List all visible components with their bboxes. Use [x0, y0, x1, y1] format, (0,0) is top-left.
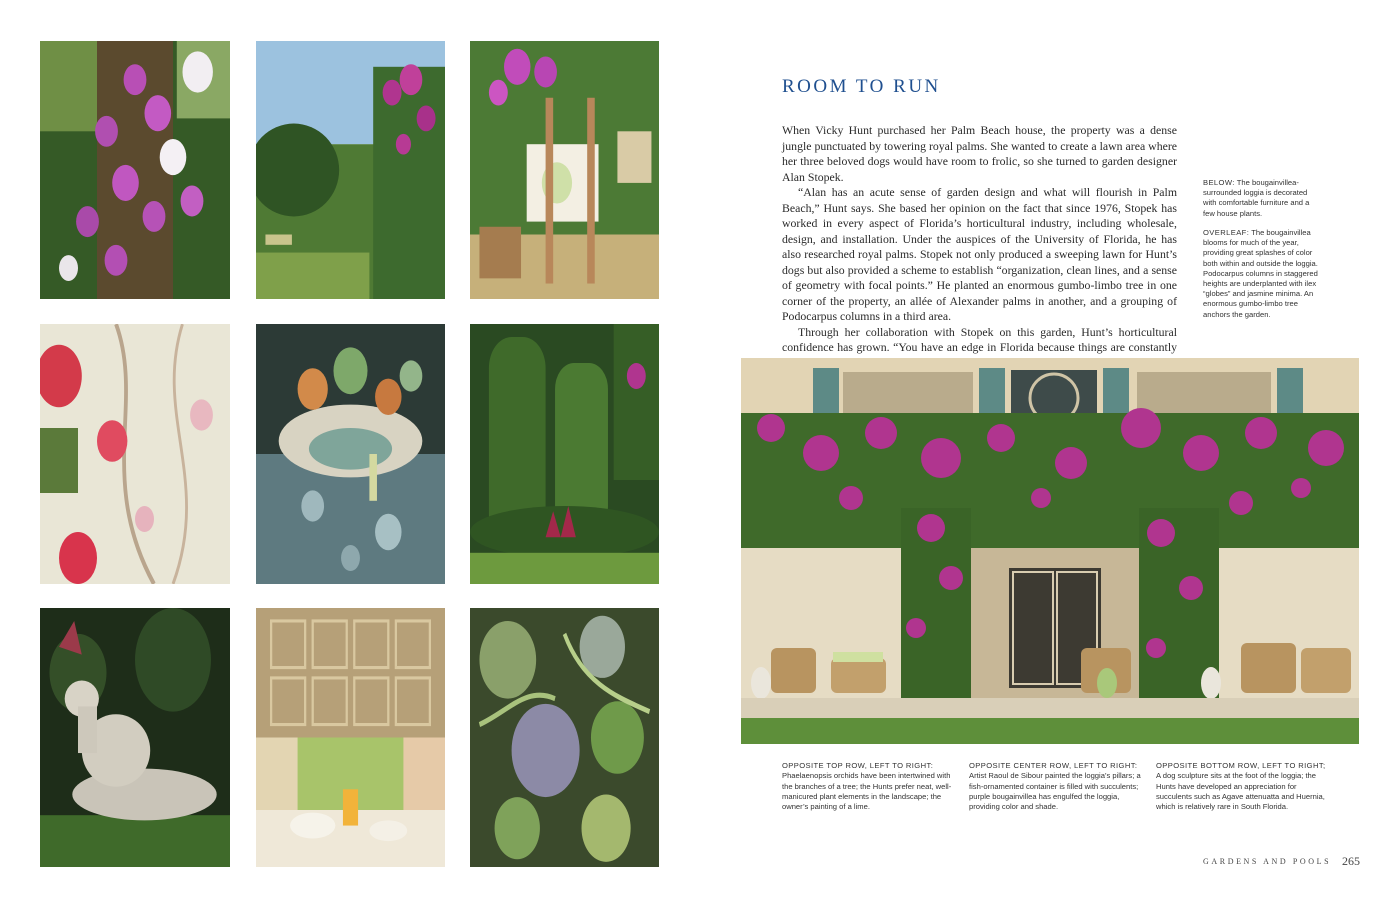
article-body: [782, 123, 1177, 371]
running-footer-section: GARDENS AND POOLS: [1203, 857, 1332, 866]
paragraph-1: When Vicky Hunt purchased her Palm Beach house, the property was a dense jungle punctuated by towering royal palms. She wanted to create a lawn area where her three beloved dogs would have room to frolic, so she turned to garden designer Alan Stopek.: [782, 123, 1177, 184]
photo-bougainvillea-loggia: [741, 358, 1359, 744]
photo-painted-pillar: [40, 324, 230, 584]
caption-bottom-row-label: OPPOSITE BOTTOM ROW, LEFT TO RIGHT;: [1156, 761, 1326, 770]
caption-overleaf: [1203, 228, 1321, 320]
photo-podocarpus-columns: [470, 324, 659, 584]
photo-loggia-breakfast-table: [256, 608, 445, 867]
caption-center-row-label: OPPOSITE CENTER ROW, LEFT TO RIGHT:: [969, 761, 1138, 770]
caption-center-row-text: Artist Raoul de Sibour painted the loggia’s pillars; a fish-ornamented container is filled with succulents; purple bougainvillea has engulfed the loggia, providing color and shade.: [969, 771, 1141, 812]
caption-overleaf-label: OVERLEAF:: [1203, 228, 1250, 237]
caption-below: [1203, 178, 1321, 219]
page-number: 265: [1342, 854, 1360, 868]
caption-top-row-label: OPPOSITE TOP ROW, LEFT TO RIGHT:: [782, 761, 934, 770]
photo-succulents: [470, 608, 659, 867]
caption-below-text: The bougainvillea-surrounded loggia is decorated with comfortable furniture and a few house plants.: [1203, 178, 1310, 218]
photo-orchids-on-tree: [40, 41, 230, 299]
caption-below-label: BELOW:: [1203, 178, 1235, 187]
photo-lawn-hedges: [256, 41, 445, 299]
caption-center-row: [969, 761, 1144, 812]
caption-top-row-text: Phaelaenopsis orchids have been intertwined with the branches of a tree; the Hunts prefer neat, well-manicured plant elements in the landscape; the owner’s painting of a lime.: [782, 771, 952, 812]
caption-bottom-row-text: A dog sculpture sits at the foot of the loggia; the Hunts have developed an appreciation for succulents such as Agave attenuatta and Huernia, which is relatively rare in South Florida.: [1156, 771, 1325, 812]
photo-dog-sculpture: [40, 608, 230, 867]
article-title: ROOM TO RUN: [782, 76, 941, 97]
caption-bottom-row: [1156, 761, 1326, 812]
photo-painting-of-lime: [470, 41, 659, 299]
caption-top-row: [782, 761, 957, 812]
photo-fish-container-succulents: [256, 324, 445, 584]
caption-overleaf-text: The bougainvillea blooms for much of the year, providing great splashes of color both within and outside the loggia. Podocarpus columns in staggered heights are underplanted with ilex “globes” and jasmine minima. An enormous gumbo-limbo tree anchors the garden.: [1203, 228, 1318, 319]
paragraph-2: “Alan has an acute sense of garden design and what will flourish in Palm Beach,” Hunt says. She based her opinion on the fact that since 1976, Stopek has worked in every aspect of Florida’s horticultural industry, including wholesale, design, and installation. Under the auspices of the University of Florida, he has also researched royal palms. Stopek not only produced a sweeping lawn for Hunt’s dogs but also provided a scheme to establish “organization, clean lines, and a sense of geometry with focal points.” He planted an enormous gumbo-limbo tree in one corner of the property, an allée of Alexander palms in another, and a grouping of Podocarpus columns in a third area.: [782, 185, 1177, 323]
paragraph-3: Through her collaboration with Stopek on this garden, Hunt’s horticultural confidence has grown. “You have an edge in Florida because things are constantly: [782, 324, 1177, 354]
